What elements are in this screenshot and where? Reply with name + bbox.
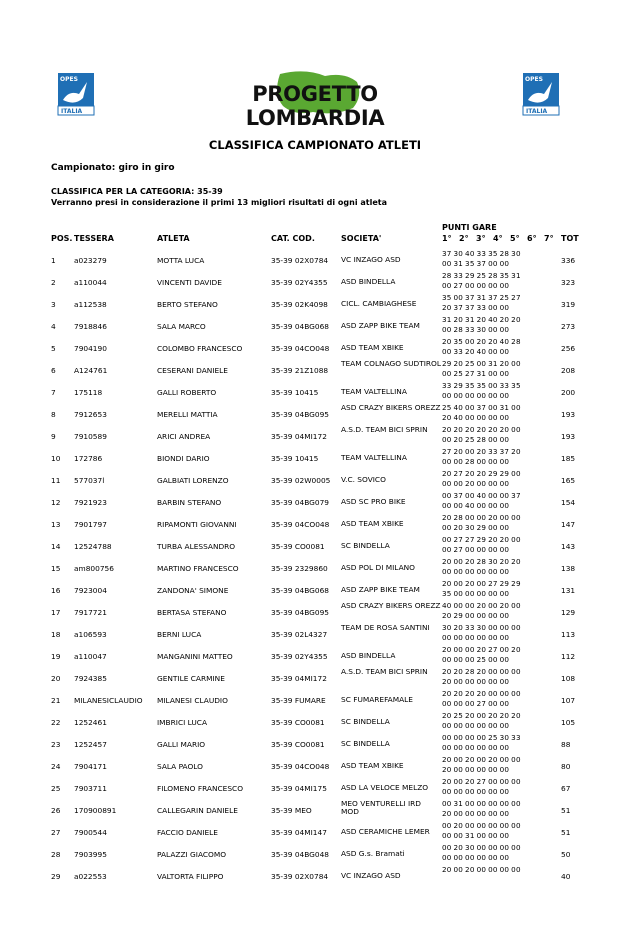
table-row: [0, 359, 630, 379]
cell-points-line1: 20 27 20 20 29 29 00: [442, 469, 521, 478]
cell-tessera: a106593: [74, 630, 107, 639]
cell-atleta: RIPAMONTI GIOVANNI: [157, 520, 237, 529]
cell-tot: 319: [561, 300, 576, 309]
cell-cat-cod: 35-39 02K4098: [271, 300, 328, 309]
cell-points-line2: 00 28 33 30 00 00: [442, 325, 510, 334]
cell-pos: 19: [51, 652, 61, 661]
cell-points-line2: 20 37 37 33 00 00: [442, 303, 510, 312]
opes-italia-logo-left: [57, 72, 95, 116]
cell-tessera: a022553: [74, 872, 107, 881]
table-row: [0, 799, 630, 819]
cell-tessera: 7903995: [74, 850, 107, 859]
cell-points-line2: 20 00 00 00 00 00: [442, 809, 510, 818]
table-row: [0, 755, 630, 775]
cell-cat-cod: 35-39 CO0081: [271, 718, 325, 727]
table-row: [0, 491, 630, 511]
table-row: [0, 689, 630, 709]
header-tot: TOT: [561, 234, 579, 243]
cell-pos: 8: [51, 410, 56, 419]
cell-points-line2: 00 27 00 00 00 00: [442, 545, 510, 554]
table-row: [0, 337, 630, 357]
cell-tot: 323: [561, 278, 576, 287]
cell-societa: TEAM VALTELLINA: [341, 453, 407, 462]
cell-points-line1: 33 29 35 35 00 33 35: [442, 381, 521, 390]
table-row: [0, 711, 630, 731]
cell-atleta: VINCENTI DAVIDE: [157, 278, 222, 287]
cell-pos: 10: [51, 454, 61, 463]
cell-pos: 15: [51, 564, 61, 573]
cell-societa: MEO VENTURELLI IRD MOD: [341, 799, 421, 816]
cell-pos: 1: [51, 256, 56, 265]
cell-tot: 336: [561, 256, 576, 265]
cell-pos: 14: [51, 542, 61, 551]
svg-text:ITALIA: ITALIA: [61, 108, 83, 115]
cell-points-line1: 20 00 20 00 20 00 00: [442, 755, 521, 764]
cell-atleta: COLOMBO FRANCESCO: [157, 344, 243, 353]
cell-pos: 29: [51, 872, 61, 881]
cell-societa: ASD TEAM XBIKE: [341, 761, 404, 770]
cell-societa: SC BINDELLA: [341, 717, 390, 726]
cell-points-line2: 00 00 00 00 00 00: [442, 721, 510, 730]
cell-tot: 193: [561, 410, 576, 419]
table-row: [0, 381, 630, 401]
cell-societa: ASD BINDELLA: [341, 651, 396, 660]
cell-cat-cod: 35-39 04BG048: [271, 850, 330, 859]
cell-points-line2: 00 00 00 00 00 00: [442, 633, 510, 642]
table-row: [0, 447, 630, 467]
cell-tessera: 7900544: [74, 828, 107, 837]
cell-points-line2: 00 00 00 00 00 00: [442, 787, 510, 796]
cell-atleta: GALLI MARIO: [157, 740, 206, 749]
cell-societa: VC INZAGO ASD: [341, 871, 401, 880]
cell-pos: 23: [51, 740, 61, 749]
cell-atleta: GALBIATI LORENZO: [157, 476, 229, 485]
cell-societa: TEAM COLNAGO SUDTIROL: [341, 359, 441, 368]
cell-tot: 129: [561, 608, 576, 617]
svg-text:OPES: OPES: [525, 76, 543, 83]
cell-points-line1: 20 20 20 20 20 20 00: [442, 425, 521, 434]
cell-societa: ASD TEAM XBIKE: [341, 519, 404, 528]
cell-points-line1: 20 35 00 20 20 40 28: [442, 337, 521, 346]
cell-societa: V.C. SOVICO: [341, 475, 386, 484]
cell-societa: TEAM DE ROSA SANTINI: [341, 623, 430, 632]
cell-atleta: BERTASA STEFANO: [157, 608, 227, 617]
cell-points-line1: 20 00 20 00 00 00 00: [442, 865, 521, 874]
cell-points-line1: 27 20 00 20 33 37 20: [442, 447, 521, 456]
table-row: [0, 557, 630, 577]
cell-cat-cod: 35-39 02W0005: [271, 476, 331, 485]
cell-points-line2: 20 00 00 00 00 00: [442, 677, 510, 686]
cell-cat-cod: 35-39 04BG095: [271, 608, 330, 617]
cell-tessera: 7917721: [74, 608, 107, 617]
svg-text:ITALIA: ITALIA: [526, 108, 548, 115]
cell-cat-cod: 35-39 MEO: [271, 806, 312, 815]
cell-societa: A.S.D. TEAM BICI SPRIN: [341, 667, 428, 676]
table-row: [0, 293, 630, 313]
cell-pos: 24: [51, 762, 61, 771]
cell-tessera: a023279: [74, 256, 107, 265]
header-ord-3: 3°: [476, 234, 486, 243]
cell-societa: SC BINDELLA: [341, 541, 390, 550]
cell-points-line2: 00 20 30 29 00 00: [442, 523, 510, 532]
cell-points-line2: 20 29 00 00 00 00: [442, 611, 510, 620]
cell-tot: 107: [561, 696, 576, 705]
cell-points-line1: 00 20 30 00 00 00 00: [442, 843, 521, 852]
cell-societa: ASD POL DI MILANO: [341, 563, 415, 572]
cell-pos: 7: [51, 388, 56, 397]
cell-points-line2: 00 25 27 31 00 00: [442, 369, 510, 378]
cell-atleta: BERNI LUCA: [157, 630, 202, 639]
cell-cat-cod: 35-39 04BG079: [271, 498, 330, 507]
cell-points-line1: 28 33 29 25 28 35 31: [442, 271, 521, 280]
cell-tot: 112: [561, 652, 576, 661]
svg-text:OPES: OPES: [60, 76, 78, 83]
table-row: [0, 535, 630, 555]
header-ord-7: 7°: [544, 234, 554, 243]
cell-tessera: 7904190: [74, 344, 107, 353]
header-ord-2: 2°: [459, 234, 469, 243]
cell-pos: 16: [51, 586, 61, 595]
table-row: [0, 645, 630, 665]
cell-pos: 9: [51, 432, 56, 441]
header-ord-5: 5°: [510, 234, 520, 243]
cell-cat-cod: 35-39 04BG068: [271, 322, 330, 331]
cell-points-line1: 20 00 20 27 00 00 00: [442, 777, 521, 786]
cell-atleta: FILOMENO FRANCESCO: [157, 784, 244, 793]
cell-societa: ASD TEAM XBIKE: [341, 343, 404, 352]
cell-societa: SC FUMAREFAMALE: [341, 695, 413, 704]
cell-tot: 51: [561, 806, 571, 815]
cell-atleta: BIONDI DARIO: [157, 454, 210, 463]
cell-pos: 12: [51, 498, 61, 507]
cell-atleta: BARBIN STEFANO: [157, 498, 222, 507]
cell-tot: 131: [561, 586, 576, 595]
cell-atleta: FACCIO DANIELE: [157, 828, 218, 837]
table-row: [0, 667, 630, 687]
cell-atleta: VALTORTA FILIPPO: [157, 872, 224, 881]
table-row: [0, 513, 630, 533]
cell-atleta: CALLEGARIN DANIELE: [157, 806, 238, 815]
cell-tot: 40: [561, 872, 571, 881]
cell-tot: 80: [561, 762, 571, 771]
cell-points-line2: 00 00 00 00 00 00: [442, 391, 510, 400]
cell-societa: TEAM VALTELLINA: [341, 387, 407, 396]
cell-points-line2: 00 00 00 00 00 00: [442, 853, 510, 862]
cell-tessera: 7901797: [74, 520, 107, 529]
cell-societa: A.S.D. TEAM BICI SPRIN: [341, 425, 428, 434]
table-row: [0, 579, 630, 599]
cell-tot: 256: [561, 344, 576, 353]
cell-pos: 26: [51, 806, 61, 815]
header-tessera: TESSERA: [74, 234, 114, 243]
cell-societa: ASD SC PRO BIKE: [341, 497, 406, 506]
cell-points-line1: 40 00 00 20 00 20 00: [442, 601, 521, 610]
table-row: [0, 469, 630, 489]
cell-pos: 20: [51, 674, 61, 683]
cell-atleta: PALAZZI GIACOMO: [157, 850, 227, 859]
cell-atleta: ARICI ANDREA: [157, 432, 211, 441]
cell-points-line2: 00 00 00 00 00 00: [442, 567, 510, 576]
table-row: [0, 777, 630, 797]
cell-points-line1: 00 31 00 00 00 00 00: [442, 799, 521, 808]
cell-tessera: 1252461: [74, 718, 107, 727]
cell-points-line1: 20 20 20 20 00 00 00: [442, 689, 521, 698]
cell-cat-cod: 35-39 21Z1088: [271, 366, 329, 375]
cell-cat-cod: 35-39 02Y4355: [271, 278, 328, 287]
cell-tot: 154: [561, 498, 576, 507]
cell-atleta: IMBRICI LUCA: [157, 718, 208, 727]
cell-atleta: MANGANINI MATTEO: [157, 652, 233, 661]
cell-points-line1: 00 20 00 00 00 00 00: [442, 821, 521, 830]
cell-cat-cod: 35-39 02X0784: [271, 872, 329, 881]
cell-points-line2: 00 00 20 00 00 00: [442, 479, 510, 488]
category-label: CLASSIFICA PER LA CATEGORIA: 35-39: [51, 187, 223, 196]
cell-cat-cod: 35-39 04CO048: [271, 344, 330, 353]
cell-tessera: 7903711: [74, 784, 107, 793]
note-label: Verranno presi in considerazione il primi 13 migliori risultati di ogni atleta: [51, 198, 387, 207]
header-cat-cod: CAT. COD.: [271, 234, 315, 243]
cell-points-line1: 20 20 28 20 00 00 00: [442, 667, 521, 676]
table-row: [0, 249, 630, 269]
cell-points-line2: 00 00 00 25 00 00: [442, 655, 510, 664]
cell-points-line1: 20 28 00 00 20 00 00: [442, 513, 521, 522]
cell-tot: 50: [561, 850, 571, 859]
table-row: [0, 733, 630, 753]
cell-pos: 17: [51, 608, 61, 617]
cell-societa: ASD BINDELLA: [341, 277, 396, 286]
cell-tot: 138: [561, 564, 576, 573]
cell-points-line1: 35 00 37 31 37 25 27: [442, 293, 521, 302]
cell-tessera: am800756: [74, 564, 114, 573]
cell-points-line1: 00 37 00 40 00 00 37: [442, 491, 521, 500]
cell-tessera: 172786: [74, 454, 103, 463]
table-row: [0, 623, 630, 643]
cell-societa: SC BINDELLA: [341, 739, 390, 748]
cell-pos: 18: [51, 630, 61, 639]
cell-cat-cod: 35-39 CO0081: [271, 542, 325, 551]
cell-cat-cod: 35-39 04BG095: [271, 410, 330, 419]
cell-tessera: a110047: [74, 652, 107, 661]
cell-pos: 21: [51, 696, 61, 705]
cell-tot: 67: [561, 784, 571, 793]
cell-tot: 208: [561, 366, 576, 375]
brand-logo: [185, 68, 445, 130]
cell-cat-cod: 35-39 10415: [271, 454, 319, 463]
cell-cat-cod: 35-39 04MI147: [271, 828, 327, 837]
cell-atleta: MILANESI CLAUDIO: [157, 696, 228, 705]
table-row: [0, 403, 630, 423]
cell-pos: 6: [51, 366, 56, 375]
cell-tessera: 7924385: [74, 674, 107, 683]
cell-pos: 25: [51, 784, 61, 793]
cell-pos: 28: [51, 850, 61, 859]
cell-societa: VC INZAGO ASD: [341, 255, 401, 264]
cell-points-line1: 30 20 33 30 00 00 00: [442, 623, 521, 632]
cell-pos: 27: [51, 828, 61, 837]
page-title: CLASSIFICA CAMPIONATO ATLETI: [208, 138, 422, 152]
header-societa: SOCIETA': [341, 234, 382, 243]
cell-tessera: a110044: [74, 278, 107, 287]
cell-cat-cod: 35-39 CO0081: [271, 740, 325, 749]
cell-cat-cod: 35-39 FUMARE: [271, 696, 326, 705]
cell-points-line1: 20 00 20 00 27 29 29: [442, 579, 521, 588]
header-ord-6: 6°: [527, 234, 537, 243]
cell-points-line1: 31 20 31 20 40 20 20: [442, 315, 521, 324]
cell-points-line2: 20 00 00 00 00 00: [442, 765, 510, 774]
cell-tot: 200: [561, 388, 576, 397]
cell-atleta: SALA PAOLO: [157, 762, 203, 771]
table-row: [0, 271, 630, 291]
cell-tessera: 12524788: [74, 542, 112, 551]
cell-points-line1: 20 00 20 28 30 20 20: [442, 557, 521, 566]
header-atleta: ATLETA: [157, 234, 190, 243]
cell-cat-cod: 35-39 04MI175: [271, 784, 327, 793]
cell-tessera: a112538: [74, 300, 107, 309]
cell-atleta: MERELLI MATTIA: [157, 410, 218, 419]
cell-atleta: BERTO STEFANO: [157, 300, 218, 309]
cell-societa: ASD G.s. Bramati: [341, 849, 405, 858]
header-ord-4: 4°: [493, 234, 503, 243]
cell-societa: ASD CERAMICHE LEMER: [341, 827, 430, 836]
header-pos: POS.: [51, 234, 73, 243]
cell-societa: ASD ZAPP BIKE TEAM: [341, 585, 420, 594]
cell-cat-cod: 35-39 04CO048: [271, 520, 330, 529]
cell-points-line1: 00 00 00 00 25 30 33: [442, 733, 521, 742]
header-punti-gare: PUNTI GARE: [442, 223, 497, 232]
cell-pos: 5: [51, 344, 56, 353]
cell-pos: 22: [51, 718, 61, 727]
table-row: [0, 425, 630, 445]
cell-points-line1: 25 40 00 37 00 31 00: [442, 403, 521, 412]
cell-tot: 105: [561, 718, 576, 727]
cell-points-line1: 29 20 25 00 31 20 00: [442, 359, 521, 368]
table-row: [0, 843, 630, 863]
cell-points-line2: 20 40 00 00 00 00: [442, 413, 510, 422]
cell-atleta: MARTINO FRANCESCO: [157, 564, 239, 573]
cell-atleta: MOTTA LUCA: [157, 256, 205, 265]
cell-atleta: GENTILE CARMINE: [157, 674, 225, 683]
cell-pos: 13: [51, 520, 61, 529]
cell-tessera: 7923004: [74, 586, 107, 595]
table-row: [0, 315, 630, 335]
cell-tot: 273: [561, 322, 576, 331]
cell-points-line1: 00 27 27 29 20 20 00: [442, 535, 521, 544]
cell-societa: ASD LA VELOCE MELZO: [341, 783, 429, 792]
cell-tessera: 7904171: [74, 762, 107, 771]
cell-tessera: 175118: [74, 388, 103, 397]
cell-tessera: MILANESICLAUDIO: [74, 696, 143, 705]
cell-tot: 143: [561, 542, 576, 551]
cell-societa: ASD CRAZY BIKERS OREZZ: [341, 403, 441, 412]
table-row: [0, 601, 630, 621]
cell-tessera: A124761: [74, 366, 108, 375]
cell-cat-cod: 35-39 02Y4355: [271, 652, 328, 661]
cell-cat-cod: 35-39 04MI172: [271, 674, 327, 683]
cell-cat-cod: 35-39 04BG068: [271, 586, 330, 595]
cell-cat-cod: 35-39 2329860: [271, 564, 328, 573]
cell-pos: 4: [51, 322, 56, 331]
cell-atleta: GALLI ROBERTO: [157, 388, 217, 397]
cell-tot: 185: [561, 454, 576, 463]
cell-atleta: SALA MARCO: [157, 322, 206, 331]
cell-points-line2: 00 31 35 37 00 00: [442, 259, 510, 268]
cell-cat-cod: 35-39 02X0784: [271, 256, 329, 265]
cell-points-line2: 35 00 00 00 00 00: [442, 589, 510, 598]
cell-tot: 51: [561, 828, 571, 837]
cell-points-line2: 00 00 00 27 00 00: [442, 699, 510, 708]
cell-tessera: 577037l: [74, 476, 105, 485]
cell-points-line2: 00 00 28 00 00 00: [442, 457, 510, 466]
cell-tessera: 7910589: [74, 432, 107, 441]
opes-italia-logo-right: [522, 72, 560, 116]
cell-pos: 3: [51, 300, 56, 309]
brand-title: PROGETTO LOMBARDIA: [245, 82, 385, 130]
cell-tot: 88: [561, 740, 571, 749]
cell-cat-cod: 35-39 10415: [271, 388, 319, 397]
cell-societa: CICL. CAMBIAGHESE: [341, 299, 417, 308]
cell-cat-cod: 35-39 02L4327: [271, 630, 328, 639]
cell-points-line2: 00 27 00 00 00 00: [442, 281, 510, 290]
cell-societa: ASD ZAPP BIKE TEAM: [341, 321, 420, 330]
cell-tot: 113: [561, 630, 576, 639]
cell-tessera: 7921923: [74, 498, 107, 507]
cell-points-line2: 00 20 25 28 00 00: [442, 435, 510, 444]
cell-points-line2: 00 00 40 00 00 00: [442, 501, 510, 510]
cell-points-line2: 00 00 00 00 00 00: [442, 743, 510, 752]
cell-pos: 11: [51, 476, 61, 485]
table-row: [0, 865, 630, 885]
cell-points-line1: 20 25 20 00 20 20 20: [442, 711, 521, 720]
cell-atleta: CESERANI DANIELE: [157, 366, 228, 375]
cell-atleta: TURBA ALESSANDRO: [157, 542, 236, 551]
cell-societa: ASD CRAZY BIKERS OREZZ: [341, 601, 441, 610]
cell-points-line2: 00 00 31 00 00 00: [442, 831, 510, 840]
cell-tot: 147: [561, 520, 576, 529]
header-ord-1: 1°: [442, 234, 452, 243]
championship-label: Campionato: giro in giro: [51, 163, 175, 173]
cell-tot: 165: [561, 476, 576, 485]
cell-tessera: 7912653: [74, 410, 107, 419]
cell-tessera: 1252457: [74, 740, 107, 749]
cell-cat-cod: 35-39 04MI172: [271, 432, 327, 441]
cell-points-line1: 20 00 00 20 27 00 20: [442, 645, 521, 654]
cell-points-line1: 37 30 40 33 35 28 30: [442, 249, 521, 258]
cell-tot: 193: [561, 432, 576, 441]
cell-cat-cod: 35-39 04CO048: [271, 762, 330, 771]
cell-tessera: 170900891: [74, 806, 117, 815]
cell-points-line2: 00 33 20 40 00 00: [442, 347, 510, 356]
cell-pos: 2: [51, 278, 56, 287]
cell-tessera: 7918846: [74, 322, 107, 331]
cell-tot: 108: [561, 674, 576, 683]
table-row: [0, 821, 630, 841]
cell-atleta: ZANDONA' SIMONE: [157, 586, 229, 595]
